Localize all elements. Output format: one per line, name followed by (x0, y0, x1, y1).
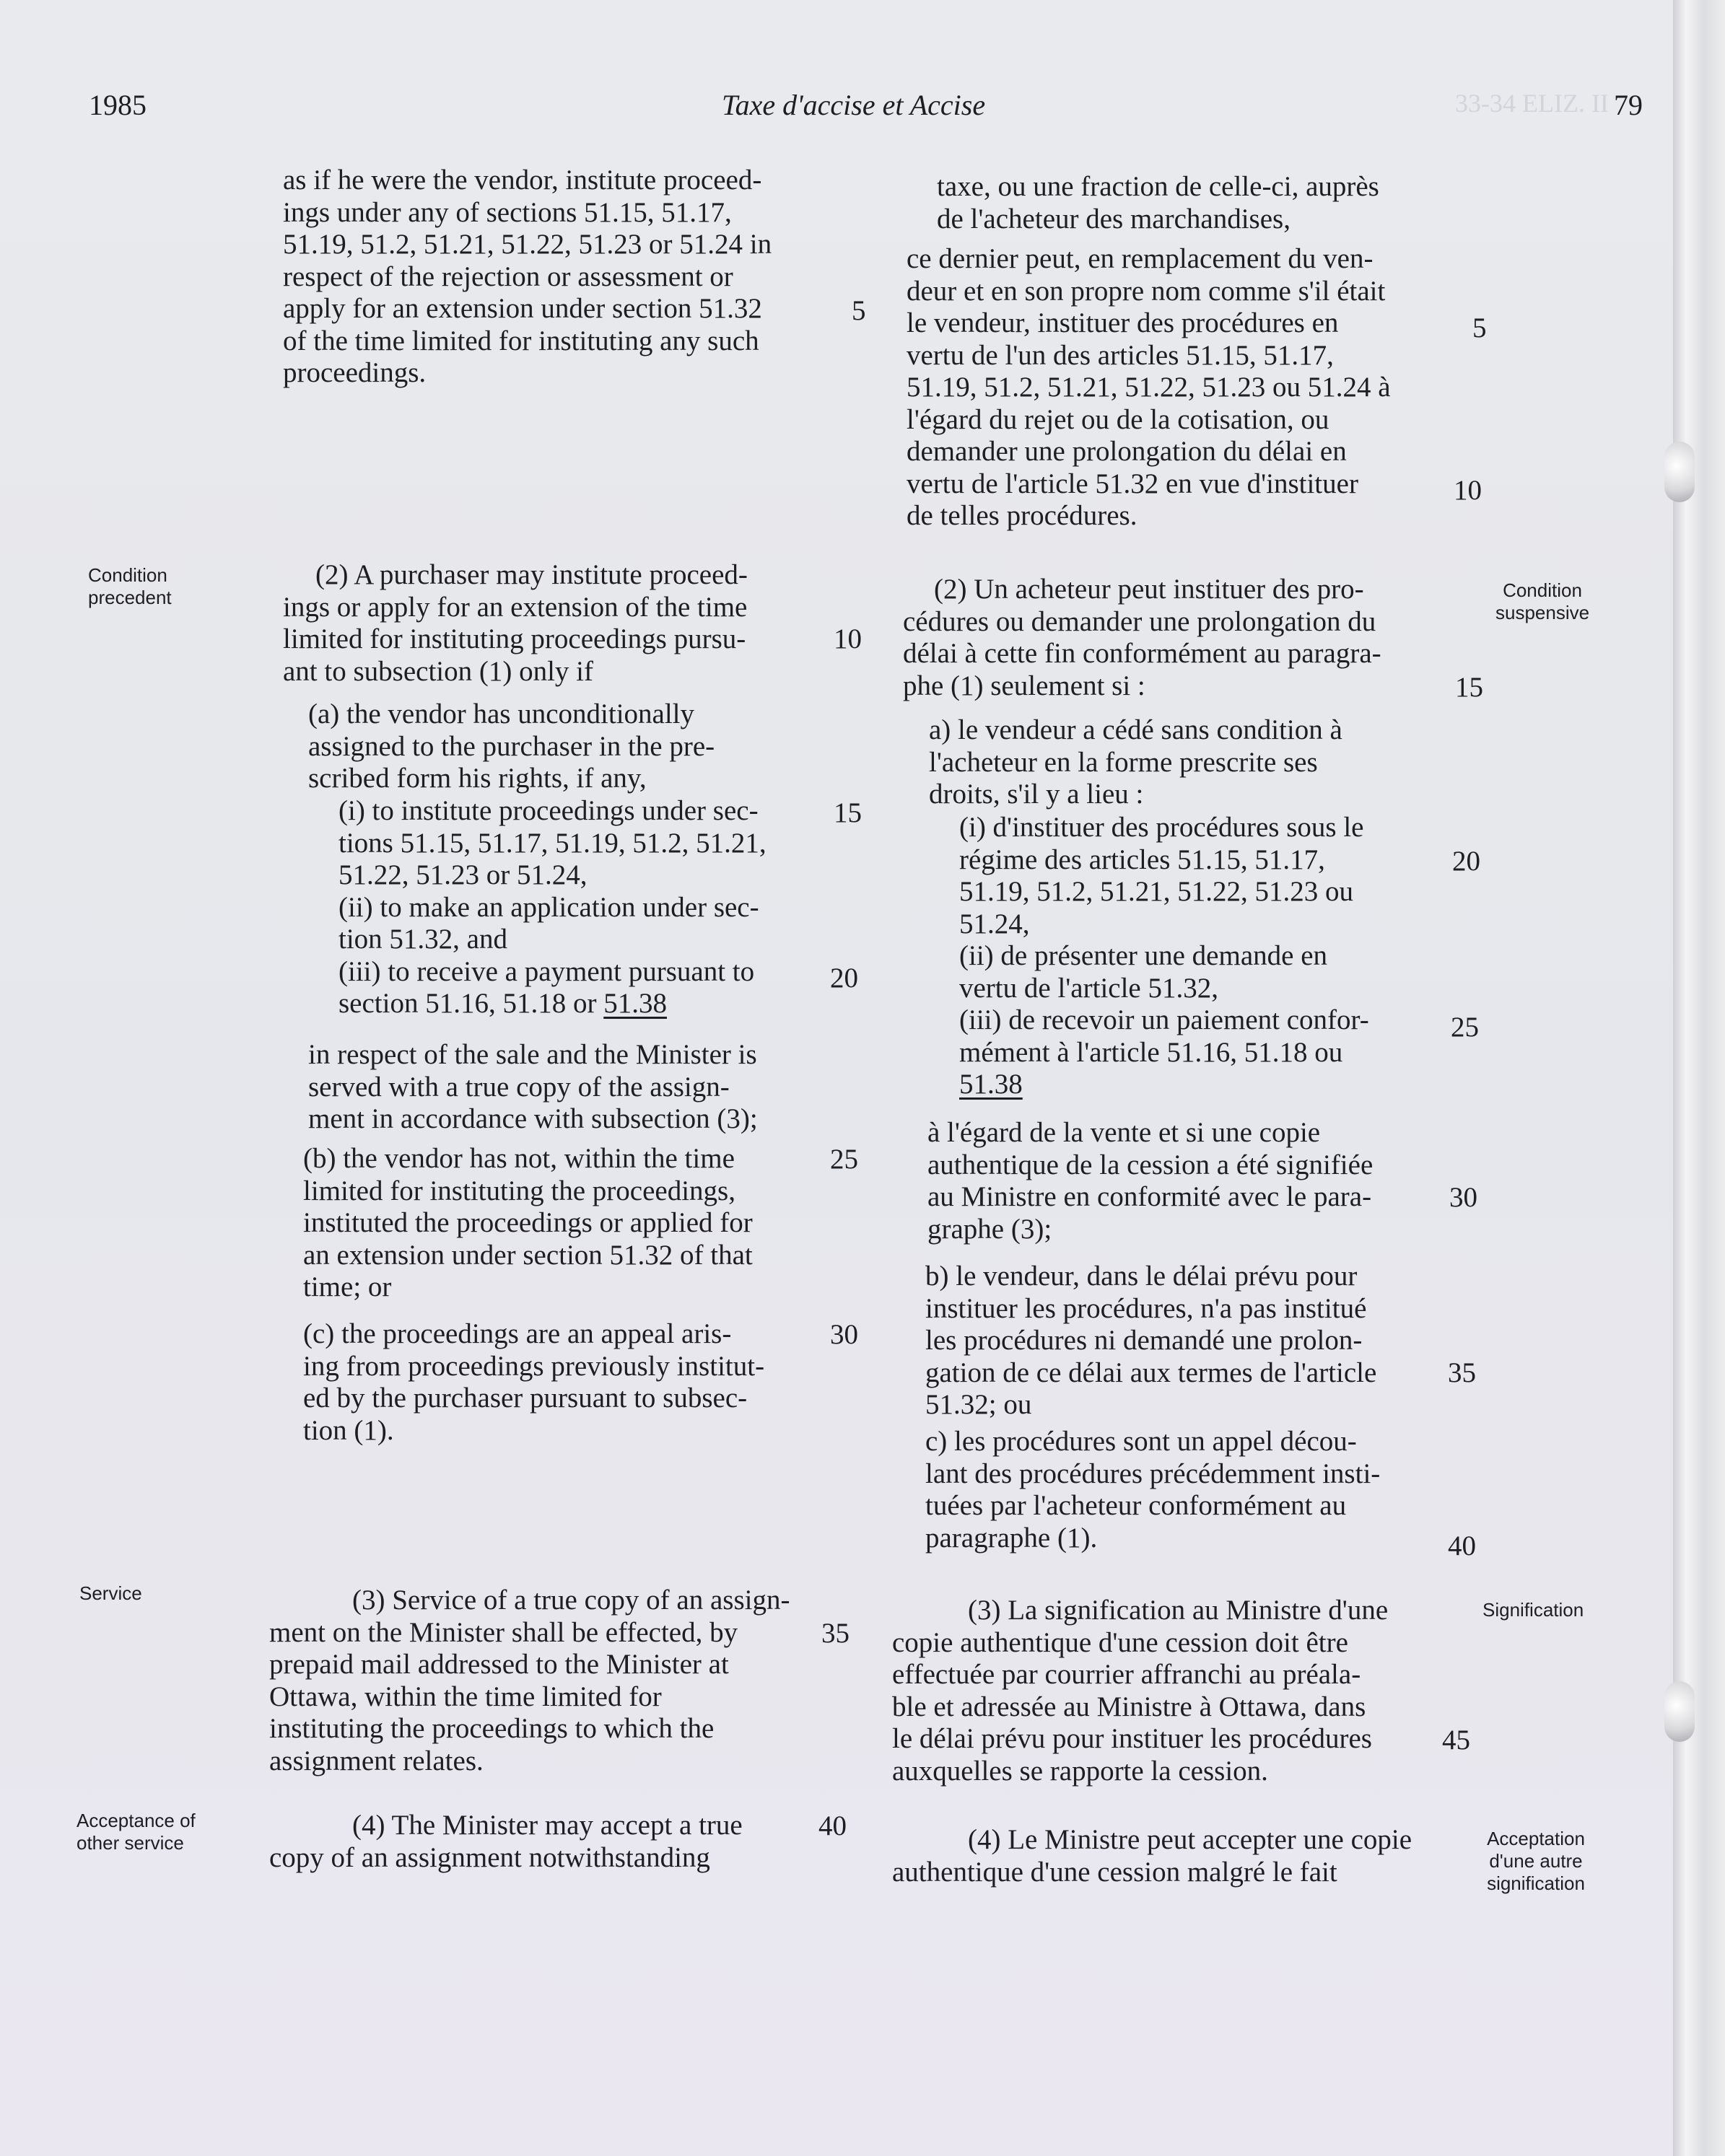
english-subsection-2-intro: (2) A purchaser may institute proceed- ings or apply for an extension of the time limited for instituting proceedings pursu- ant to subsection (1) only if (283, 559, 748, 687)
margin-note-signification: Signification (1482, 1599, 1584, 1621)
line-number: 20 (1452, 846, 1480, 877)
line-number: 30 (1449, 1182, 1477, 1213)
header-ghost-text: 33-34 ELIZ. II (1455, 89, 1609, 118)
french-paragraph-1: ce dernier peut, en remplacement du ven- deur et en son propre nom comme s'il était le vendeur, instituer des procédures en vertu de l'un des articles 51.15, 51.17, 51.19, 51.2, 51.21, 51.22, 51.23 ou 51.24 à l'égard du rejet ou de la cotisation, ou demander une prolongation du délai en vertu de l'article 51.32 en vue d'instituer de telles procédures. (907, 243, 1391, 531)
french-paragraph-a: a) le vendeur a cédé sans condition à l'acheteur en la forme prescrite ses droits, s'il y a lieu : (929, 714, 1342, 810)
line-number: 35 (821, 1618, 850, 1649)
line-number: 15 (1455, 672, 1483, 703)
binder-ring (1664, 1681, 1695, 1742)
line-number: 5 (852, 295, 866, 326)
english-subsection-4: (4) The Minister may accept a true copy of an assignment notwithstanding (269, 1810, 743, 1873)
underlined-section-ref: 51.38 (603, 988, 667, 1019)
margin-note-acceptation: Acceptation d'une autre signification (1487, 1828, 1585, 1894)
line-number: 20 (830, 963, 858, 994)
english-paragraph-a-items: (i) to institute proceedings under sec- tions 51.15, 51.17, 51.19, 51.2, 51.21, 51.22, 51.23 or 51.24, (ii) to make an application under sec- tion 51.32, and (iii) to receive a payment pursuant to section 51.16, 51.18 or 51.38 (339, 795, 767, 1019)
english-paragraph-b: (b) the vendor has not, within the time limited for instituting the proceedings, instituted the proceedings or applied for an extension under section 51.32 of that time; or (303, 1143, 753, 1302)
english-paragraph-1: as if he were the vendor, institute proceed- ings under any of sections 51.15, 51.17, 51.19, 51.2, 51.21, 51.22, 51.23 or 51.24 in respect of the rejection or assessment or apply for an extension under section 51.32 of the time limited for instituting any such proceedings. (283, 165, 772, 388)
english-subsection-3: (3) Service of a true copy of an assign- ment on the Minister shall be effected, by prepaid mail addressed to the Minister at Ottawa, within the time limited for instituting the proceedings to which the assignment relates. (269, 1585, 790, 1776)
underlined-section-ref: 51.38 (959, 1069, 1023, 1100)
french-paragraph-0: taxe, ou une fraction de celle-ci, auprès de l'acheteur des marchandises, (937, 171, 1379, 235)
margin-note-service: Service (79, 1582, 142, 1604)
french-subsection-2-intro: (2) Un acheteur peut instituer des pro- cédures ou demander une prolongation du délai à cette fin conformément au paragra- phe (1) seulement si : (903, 574, 1381, 701)
line-number: 40 (1448, 1530, 1476, 1561)
header-year: 1985 (89, 89, 147, 121)
line-number: 5 (1472, 312, 1487, 343)
french-subsection-3: (3) La signification au Ministre d'une copie authentique d'une cession doit être effectuée par courrier affranchi au préala- ble et adressée au Ministre à Ottawa, dans le délai prévu pour instituer les procédures auxquelles se rapporte la cession. (892, 1595, 1389, 1787)
margin-note-condition-suspensive: Condition suspensive (1495, 579, 1590, 623)
french-paragraph-b: b) le vendeur, dans le délai prévu pour instituer les procédures, n'a pas institué les procédures ni demandé une prolon- gation de ce délai aux termes de l'article 51.32; ou (925, 1261, 1377, 1420)
line-number: 10 (834, 623, 862, 654)
line-number: 45 (1442, 1725, 1470, 1756)
margin-note-condition-precedent: Condition precedent (88, 564, 172, 608)
binder-ring (1664, 442, 1695, 502)
french-paragraph-c: c) les procédures sont un appel décou- lant des procédures précédemment insti- tuées par l'acheteur conformément au paragraphe (1). (925, 1426, 1381, 1554)
line-number: 25 (1451, 1012, 1479, 1043)
line-number: 40 (818, 1810, 847, 1841)
page-edge (1673, 0, 1725, 2156)
line-number: 30 (830, 1319, 858, 1350)
line-number: 25 (830, 1144, 858, 1175)
line-number: 15 (834, 797, 862, 828)
french-paragraph-a-items: (i) d'instituer des procédures sous le régime des articles 51.15, 51.17, 51.19, 51.2, 51.21, 51.22, 51.23 ou 51.24, (ii) de présenter une demande en vertu de l'article 51.32, (iii) de recevoir un paiement confor- mément à l'article 51.16, 51.18 ou 51.38 (959, 812, 1369, 1100)
line-number: 35 (1448, 1357, 1476, 1388)
margin-note-acceptance: Acceptance of other service (77, 1810, 196, 1854)
line-number: 10 (1454, 475, 1482, 506)
english-paragraph-a-tail: in respect of the sale and the Minister is served with a true copy of the assign- ment in accordance with subsection (3); (308, 1039, 758, 1134)
french-subsection-4: (4) Le Ministre peut accepter une copie authentique d'une cession malgré le fait (892, 1824, 1412, 1888)
header-title: Taxe d'accise et Accise (722, 89, 986, 121)
english-paragraph-a: (a) the vendor has unconditionally assigned to the purchaser in the pre- scribed form his rights, if any, (308, 698, 715, 794)
english-paragraph-c: (c) the proceedings are an appeal aris- ing from proceedings previously institut- ed by the purchaser pursuant to subsec- tion (1). (303, 1318, 765, 1446)
page-number: 79 (1614, 89, 1643, 121)
french-paragraph-a-tail: à l'égard de la vente et si une copie authentique de la cession a été signifiée au Ministre en conformité avec le para- graphe (3); (927, 1117, 1374, 1245)
